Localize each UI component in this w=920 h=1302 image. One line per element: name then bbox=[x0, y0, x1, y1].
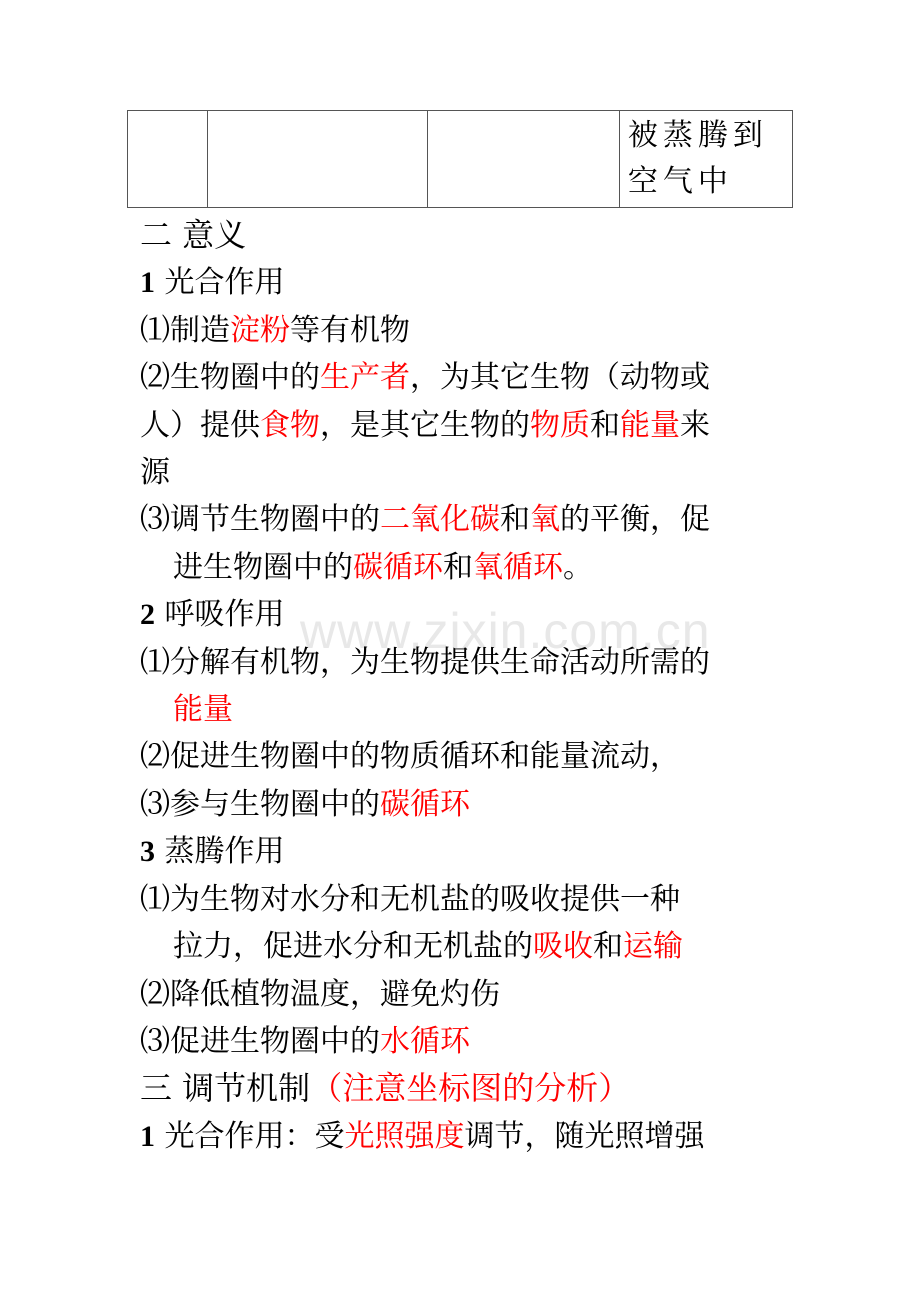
text-run: 光合作用：受 bbox=[155, 1118, 345, 1154]
heading-note: （注意坐标图的分析） bbox=[310, 1069, 631, 1108]
text-run: ，为其它生物（动物或 bbox=[410, 360, 710, 396]
table-cell bbox=[427, 111, 619, 208]
text-run: ⑶促进生物圈中的 bbox=[140, 1023, 380, 1059]
text-run: 和 bbox=[593, 929, 623, 965]
highlight-text: 能量 bbox=[620, 407, 680, 443]
heading-text: 三 调节机制 bbox=[140, 1069, 311, 1108]
transpiration-point-1: ⑴为生物对水分和无机盐的吸收提供一种 bbox=[140, 881, 680, 917]
text-run: 来 bbox=[680, 407, 710, 443]
subheading-text: 光合作用 bbox=[155, 265, 285, 301]
table-cell bbox=[128, 111, 208, 208]
highlight-text: 二氧化碳 bbox=[380, 502, 500, 538]
text-run: ，是其它生物的 bbox=[320, 407, 530, 443]
highlight-text: 食物 bbox=[260, 407, 320, 443]
item-number: 1 bbox=[140, 266, 155, 300]
highlight-text: 水循环 bbox=[380, 1023, 470, 1059]
text-run: 调节，随光照增强 bbox=[464, 1118, 705, 1154]
text-run: ⑶调节生物圈中的 bbox=[140, 502, 380, 538]
highlight-text: 氧循环 bbox=[473, 549, 563, 585]
text-run: 的平衡，促 bbox=[560, 502, 710, 538]
transpiration-point-1-cont bbox=[140, 923, 800, 970]
highlight-text: 淀粉 bbox=[230, 312, 290, 348]
highlight-text: 运输 bbox=[623, 929, 683, 965]
subheading-photosynthesis bbox=[140, 259, 800, 306]
text-run: 和 bbox=[443, 549, 473, 585]
photosynthesis-point-2-cont bbox=[140, 402, 800, 449]
highlight-text: 碳循环 bbox=[353, 549, 443, 585]
subheading-transpiration bbox=[140, 828, 800, 875]
respiration-point-1-cont bbox=[140, 686, 800, 733]
photosynthesis-point-3-cont bbox=[140, 544, 800, 591]
highlight-text: 能量 bbox=[173, 692, 233, 728]
table-cell bbox=[207, 111, 427, 208]
text-run: 和 bbox=[500, 502, 530, 538]
photosynthesis-point-3 bbox=[140, 496, 800, 543]
photosynthesis-point-2-end: 源 bbox=[140, 455, 170, 491]
text-run: 拉力，促进水分和无机盐的 bbox=[173, 929, 533, 965]
transpiration-point-3 bbox=[140, 1018, 800, 1065]
item-number: 2 bbox=[140, 598, 155, 632]
table-row bbox=[128, 111, 793, 208]
transpiration-point-2: ⑵降低植物温度，避免灼伤 bbox=[140, 976, 500, 1012]
highlight-text: 生产者 bbox=[320, 360, 410, 396]
cell-text-line: 空气中 bbox=[627, 164, 733, 199]
text-run: 人）提供 bbox=[140, 407, 260, 443]
section-heading-regulation bbox=[140, 1065, 800, 1112]
highlight-text: 氧 bbox=[530, 502, 560, 538]
summary-table bbox=[127, 110, 793, 208]
watermark: www.zixin.com.cn bbox=[300, 603, 711, 659]
subheading-text: 呼吸作用 bbox=[155, 597, 285, 633]
respiration-point-2: ⑵促进生物圈中的物质循环和能量流动， bbox=[140, 739, 680, 775]
text-run: ⑵生物圈中的 bbox=[140, 360, 320, 396]
respiration-point-1: ⑴分解有机物，为生物提供生命活动所需的 bbox=[140, 644, 710, 680]
photosynthesis-point-2 bbox=[140, 354, 800, 401]
highlight-text: 光照强度 bbox=[344, 1118, 465, 1154]
text-run: 和 bbox=[590, 407, 620, 443]
subheading-respiration bbox=[140, 591, 800, 638]
highlight-text: 吸收 bbox=[533, 929, 593, 965]
text-run: 。 bbox=[563, 549, 593, 585]
table-cell-transpiration-note bbox=[619, 111, 792, 208]
respiration-point-3 bbox=[140, 781, 800, 828]
photosynthesis-point-1 bbox=[140, 307, 800, 354]
item-number: 1 bbox=[140, 1119, 155, 1153]
regulation-point-1 bbox=[140, 1113, 800, 1160]
text-run: ⑴制造 bbox=[140, 312, 230, 348]
highlight-text: 物质 bbox=[530, 407, 590, 443]
subheading-text: 蒸腾作用 bbox=[155, 834, 285, 870]
cell-text-line: 被蒸腾到 bbox=[627, 118, 768, 153]
text-run: 等有机物 bbox=[290, 312, 410, 348]
text-run: 进生物圈中的 bbox=[173, 549, 353, 585]
section-heading-significance: 二 意义 bbox=[140, 216, 247, 254]
highlight-text: 碳循环 bbox=[380, 786, 470, 822]
text-run: ⑶参与生物圈中的 bbox=[140, 786, 380, 822]
item-number: 3 bbox=[140, 835, 155, 869]
document-body bbox=[140, 212, 800, 1160]
